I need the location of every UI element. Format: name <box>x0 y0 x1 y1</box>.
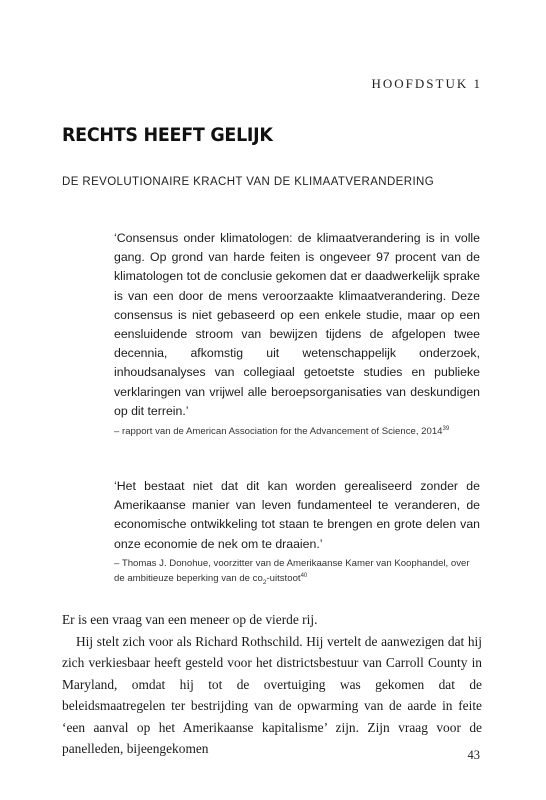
epigraph-quote-1: ‘Consensus onder klimatologen: de klimaatverandering is in volle gang. Op grond van harde feiten is ongeveer 97 procent van de klimatologen tot de conclusie gekomen dat er daadwerkelijk sprake is van een door de mens veroorzaakte klimaatverandering. Deze consensus is niet gebaseerd op een enkele studie, maar op een eensluidende stroom van bewijzen tijdens de afgelopen twee decennia, afkomstig uit wetenschappelijk onderzoek, inhoudsanalyses van collegiaal getoetste studies en publieke verklaringen van vrijwel alle beroepsorganisaties van deskundigen op dit terrein.’ <box>114 231 480 418</box>
footnote-ref: 40 <box>300 572 308 579</box>
epigraph-attribution-1 <box>114 424 480 439</box>
chapter-title: RECHTS HEEFT GELIJK <box>62 124 273 146</box>
epigraph-attribution-2 <box>114 556 480 586</box>
paragraph: Er is een vraag van een meneer op de vierde rij. <box>62 612 318 627</box>
body-text <box>62 609 482 760</box>
chapter-subtitle: DE REVOLUTIONAIRE KRACHT VAN DE KLIMAATVERANDERING <box>62 176 435 188</box>
footnote-ref: 39 <box>442 425 450 432</box>
attribution-text: – rapport van de American Association for the Advancement of Science, 2014 <box>114 426 443 437</box>
subscript: 2 <box>262 578 267 586</box>
epigraph-quote-2: ‘Het bestaat niet dat dit kan worden gerealiseerd zonder de Amerikaanse manier van leven fundamenteel te veranderen, de economische ontwikkeling tot staan te brengen en grote delen van onze economie de nek om te draaien.’ <box>114 479 480 551</box>
paragraph: Hij stelt zich voor als Richard Rothschild. Hij vertelt de aanwezigen dat hij zich verkiesbaar heeft gesteld voor het districtsbestuur van Carroll County in Maryland, omdat hij tot de overtuiging was gekomen dat de beleidsmaatregelen ter bestrijding van de opwarming van de aarde in feite ‘een aanval op het Amerikaanse kapitalisme’ zijn. Zijn vraag voor de panelleden, bijeengekomen <box>62 633 482 756</box>
page-number: 43 <box>467 748 480 762</box>
attribution-text: – Thomas J. Donohue, voorzitter van de Amerikaanse Kamer van Koophandel, over de ambitieuze beperking van de co <box>114 558 470 584</box>
attribution-text-end: -uitstoot <box>266 573 301 584</box>
chapter-label: HOOFDSTUK 1 <box>371 76 482 91</box>
